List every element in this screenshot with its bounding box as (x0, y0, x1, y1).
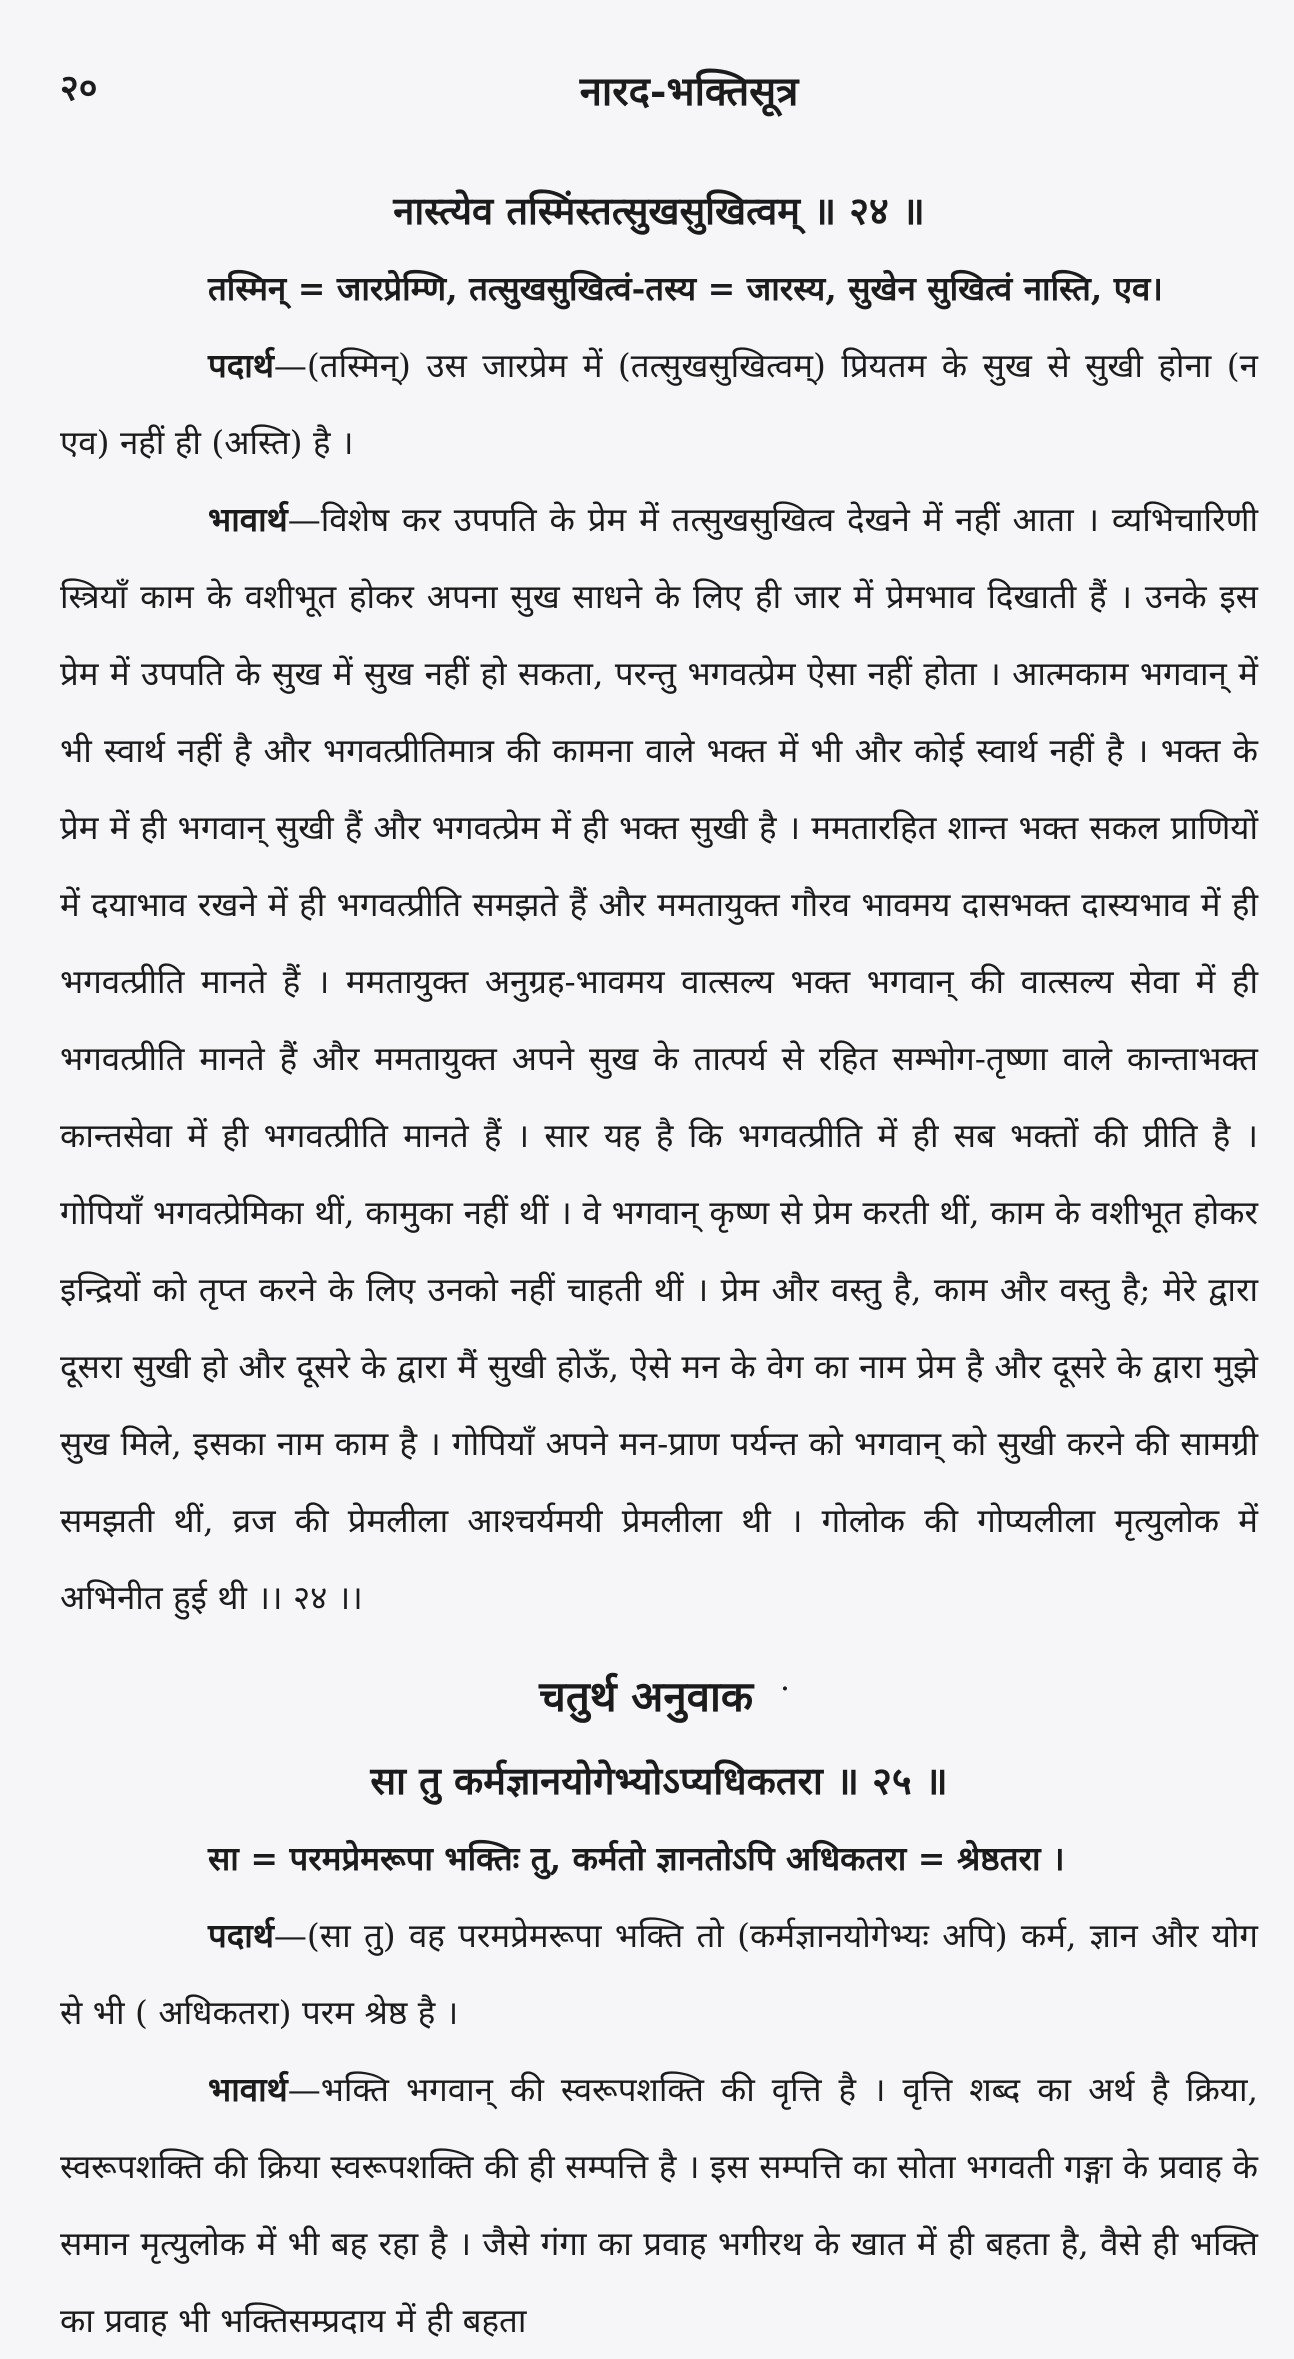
page-number: २० (60, 67, 98, 109)
sutra-24-bhavartha (60, 481, 1258, 1636)
bhavartha-text: —विशेष कर उपपति के प्रेम में तत्सुखसुखित्व देखने में नहीं आता । व्यभिचारिणी स्त्रियाँ काम के वशीभूत होकर अपना सुख साधने के लिए ही जार में प्रेमभाव दिखाती हैं । उनके इस प्रेम में उपपति के सुख में सुख नहीं हो सकता, परन्तु भगवत्प्रेम ऐसा नहीं होता । आत्मकाम भगवान् में भी स्वार्थ नहीं है और भगवत्प्रीतिमात्र की कामना वाले भक्त में भी और कोई स्वार्थ नहीं है । भक्त के प्रेम में ही भगवान् सुखी हैं और भगवत्प्रेम में ही भक्त सुखी है । ममतारहित शान्त भक्त सकल प्राणियों में दयाभाव रखने में ही भगवत्प्रीति समझते हैं और ममतायुक्त गौरव भावमय दासभक्त दास्यभाव में ही भगवत्प्रीति मानते हैं । ममतायुक्त अनुग्रह-भावमय वात्सल्य भक्त भगवान् की वात्सल्य सेवा में ही भगवत्प्रीति मानते हैं और ममतायुक्त अपने सुख के तात्पर्य से रहित सम्भोग-तृष्णा वाले कान्ताभक्त कान्तसेवा में ही भगवत्प्रीति मानते हैं । सार यह है कि भगवत्प्रीति में ही सब भक्तों की प्रीति है । गोपियाँ भगवत्प्रेमिका थीं, कामुका नहीं थीं । वे भगवान् कृष्ण से प्रेम करती थीं, काम के वशीभूत होकर इन्द्रियों को तृप्त करने के लिए उनको नहीं चाहती थीं । प्रेम और वस्तु है, काम और वस्तु है; मेरे द्वारा दूसरा सुखी हो और दूसरे के द्वारा मैं सुखी होऊँ, ऐसे मन के वेग का नाम प्रेम है और दूसरे के द्वारा मुझे सुख मिले, इसका नाम काम है । गोपियाँ अपने मन-प्राण पर्यन्त को भगवान् को सुखी करने की सामग्री समझती थीं, व्रज की प्रेमलीला आश्चर्यमयी प्रेमलीला थी । गोलोक की गोप्यलीला मृत्युलोक में अभिनीत हुई थी ।। २४ ।। (60, 500, 1258, 1617)
padartha-label: पदार्थ (208, 1916, 274, 1955)
bhavartha-text: —भक्ति भगवान् की स्वरूपशक्ति की वृत्ति है । वृत्ति शब्द का अर्थ है क्रिया, स्वरूपशक्ति की क्रिया स्वरूपशक्ति की ही सम्पत्ति है । इस सम्पत्ति का सोता भगवती गङ्गा के प्रवाह के समान मृत्युलोक में भी बह रहा है । जैसे गंगा का प्रवाह भगीरथ के खात में ही बहता है, वैसे ही भक्ति का प्रवाह भी भक्तिसम्प्रदाय में ही बहता (60, 2070, 1258, 2340)
running-title: नारद-भक्तिसूत्र (579, 68, 799, 115)
sutra-25-padartha (60, 1897, 1258, 2051)
chapter-title: चतुर्थ अनुवाक (539, 1672, 754, 1721)
sutra-25-anvaya: सा = परमप्रेमरूपा भक्तिः तु, कर्मतो ज्ञानतोऽपि अधिकतरा = श्रेष्ठतरा । (208, 1839, 1065, 1878)
chapter-mark: · (781, 1676, 789, 1702)
padartha-text: —(सा तु) वह परमप्रेमरूपा भक्ति तो (कर्मज्ञानयोगेभ्यः अपि) कर्म, ज्ञान और योग से भी ( अधिकतरा) परम श्रेष्ठ है । (60, 1916, 1258, 2032)
bhavartha-label: भावार्थ (208, 500, 288, 539)
padartha-text: —(तस्मिन्) उस जारप्रेम में (तत्सुखसुखित्वम्) प्रियतम के सुख से सुखी होना (न एव) नहीं ही (अस्ति) है । (60, 346, 1258, 462)
sutra-25-bhavartha (60, 2051, 1258, 2359)
sutra-24-verse: नास्त्येव तस्मिंस्तत्सुखसुखित्वम् ॥ २४ ॥ (393, 188, 925, 233)
chapter-heading (60, 1644, 1258, 1742)
sutra-24-padartha (60, 327, 1258, 481)
sutra-24-anvaya: तस्मिन् = जारप्रेम्णि, तत्सुखसुखित्वं-तस्य = जारस्य, सुखेन सुखित्वं नास्ति, एव। (208, 269, 1163, 308)
running-head (60, 62, 1258, 132)
padartha-label: पदार्थ (208, 346, 274, 385)
sutra-25-verse: सा तु कर्मज्ञानयोगेभ्योऽप्यधिकतरा ॥ २५ ॥ (370, 1758, 948, 1803)
bhavartha-label: भावार्थ (208, 2070, 288, 2109)
